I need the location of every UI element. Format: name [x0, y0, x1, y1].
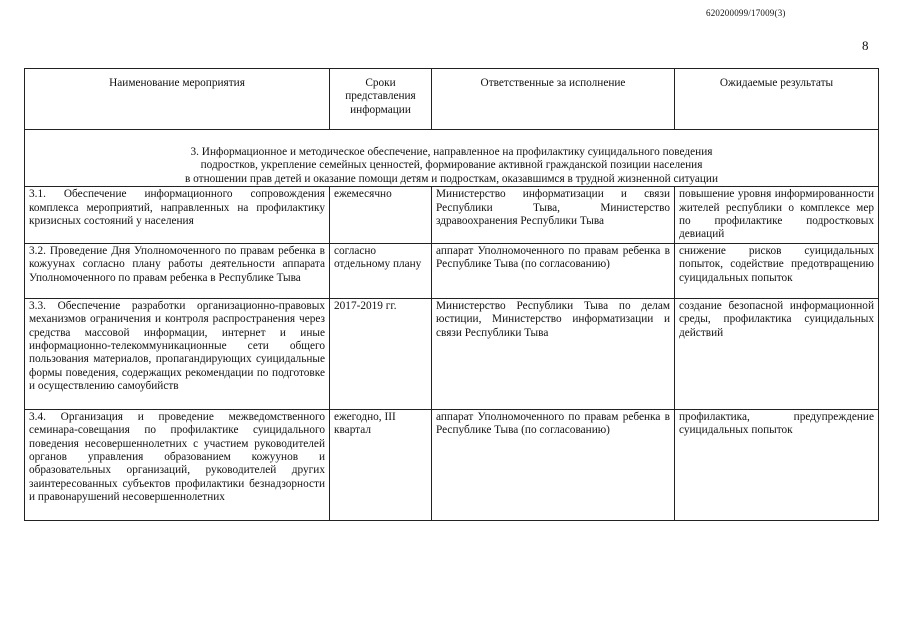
measure-name: 3.4. Организация и проведение межведомственного семинара-совещания по профилактике суицидального поведения несовершеннолетних с участием руководителей органов управления образованием кожуунов и образовательных организаций, руководителей других заинтересованных субъектов профилактики безнадзорности и правонарушений несовершеннолетних: [25, 409, 330, 520]
document-code: 620200099/17009(3): [706, 8, 786, 18]
table-row: [25, 298, 879, 409]
column-header-responsible: Ответственные за исполнение: [432, 69, 675, 130]
measure-responsible: аппарат Уполномоченного по правам ребенка в Республике Тыва (по согласованию): [432, 243, 675, 298]
table-header-row: [25, 69, 879, 130]
measure-responsible: Министерство Республики Тыва по делам юстиции, Министерство информатизации и связи Республики Тыва: [432, 298, 675, 409]
measures-table: [24, 68, 879, 521]
table-row: [25, 409, 879, 520]
section-row: [25, 130, 879, 187]
measure-name: 3.3. Обеспечение разработки организационно-правовых механизмов ограничения и контроля распространения через средства массовой информации, интернет и иные информационно-телекоммуникационные сети общего пользования материалов, пропагандирующих суицидальные формы поведения, содержащих рекомендации по подготовке и осуществлению самоубийств: [25, 298, 330, 409]
measure-result: снижение рисков суицидальных попыток, содействие предотвращению суицидальных попыток: [675, 243, 879, 298]
measure-deadline: согласно отдельному плану: [330, 243, 432, 298]
column-header-deadline: Сроки представления информации: [330, 69, 432, 130]
measure-result: профилактика, предупреждение суицидальных попыток: [675, 409, 879, 520]
column-header-measure: Наименование мероприятия: [25, 69, 330, 130]
measure-responsible: Министерство информатизации и связи Республики Тыва, Министерство здравоохранения Республики Тыва: [432, 187, 675, 244]
page-number: 8: [862, 38, 869, 53]
measure-result: создание безопасной информационной среды, профилактика суицидальных действий: [675, 298, 879, 409]
measure-deadline: ежегодно, III квартал: [330, 409, 432, 520]
measure-result: повышение уровня информированности жителей республики о комплексе мер по профилактике подростковых девиаций: [675, 187, 879, 244]
table-row: [25, 243, 879, 298]
measure-deadline: ежемесячно: [330, 187, 432, 244]
column-header-results: Ожидаемые результаты: [675, 69, 879, 130]
table-row: [25, 187, 879, 244]
measure-responsible: аппарат Уполномоченного по правам ребенка в Республике Тыва (по согласованию): [432, 409, 675, 520]
measure-deadline: 2017-2019 гг.: [330, 298, 432, 409]
measure-name: 3.2. Проведение Дня Уполномоченного по правам ребенка в кожуунах согласно плану работы деятельности аппарата Уполномоченного по правам ребенка в Республике Тыва: [25, 243, 330, 298]
measure-name: 3.1. Обеспечение информационного сопровождения комплекса мероприятий, направленных на профилактику кризисных состояний у населения: [25, 187, 330, 244]
section-title: [25, 130, 879, 187]
section-title-line: подростков, укрепление семейных ценностей, формирование активной гражданской позиции населения: [200, 159, 703, 172]
section-title-line: 3. Информационное и методическое обеспечение, направленное на профилактику суицидального поведения: [190, 146, 713, 158]
section-title-line: в отношении прав детей и оказание помощи детям и подросткам, оказавшимся в трудной жизненной ситуации: [184, 172, 719, 185]
